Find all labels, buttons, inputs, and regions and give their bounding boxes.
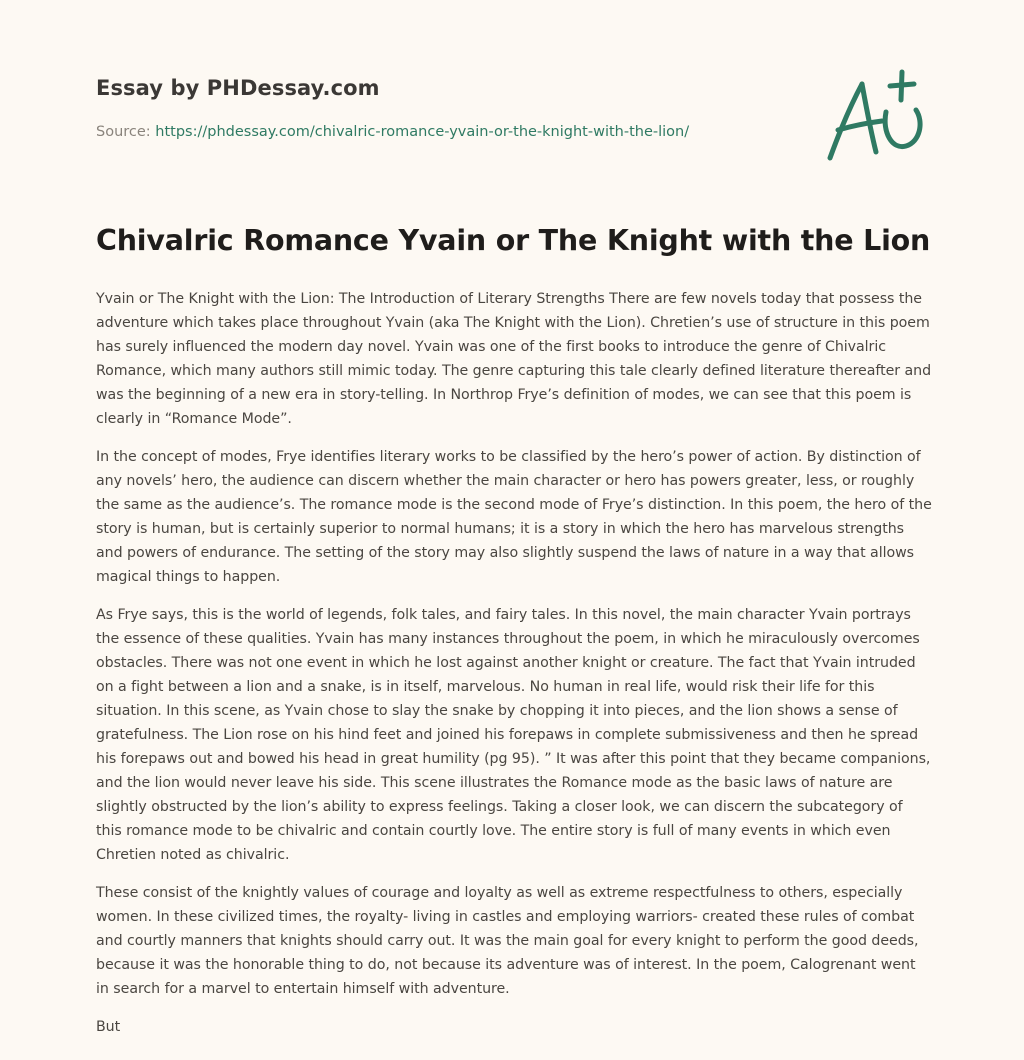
source-line	[96, 124, 689, 140]
a-plus-grade-icon	[820, 66, 930, 166]
source-link[interactable]: https://phdessay.com/chivalric-romance-yvain-or-the-knight-with-the-lion/	[155, 124, 690, 140]
paragraph: In the concept of modes, Frye identifies literary works to be classified by the hero’s power of action. By distinction of any novels’ hero, the audience can discern whether the main character or hero has powers greater, less, or roughly the same as the audience’s. The romance mode is the second mode of Frye’s distinction. In this poem, the hero of the story is human, but is certainly superior to normal humans; it is a story in which the hero has marvelous strengths and powers of endurance. The setting of the story may also slightly suspend the laws of nature in a way that allows magical things to happen.	[96, 449, 932, 585]
essay-body	[96, 287, 932, 1053]
site-brand: Essay by PHDessay.com	[96, 76, 380, 100]
paragraph: But	[96, 1019, 121, 1035]
page-title: Chivalric Romance Yvain or The Knight with the Lion	[96, 224, 931, 257]
paragraph: As Frye says, this is the world of legends, folk tales, and fairy tales. In this novel, the main character Yvain portrays the essence of these qualities. Yvain has many instances throughout the poem, in which he miraculously overcomes obstacles. There was not one event in which he lost against another knight or creature. The fact that Yvain intruded on a fight between a lion and a snake, is in itself, marvelous. No human in real life, would risk their life for this situation. In this scene, as Yvain chose to slay the snake by chopping it into pieces, and the lion shows a sense of gratefulness. The Lion rose on his hind feet and joined his forepaws in complete submissiveness and then he spread his forepaws out and bowed his head in great humility (pg 95). ” It was after this point that they became companions, and the lion would never leave his side. This scene illustrates the Romance mode as the basic laws of nature are slightly obstructed by the lion’s ability to express feelings. Taking a closer look, we can discern the subcategory of this romance mode to be chivalric and contain courtly love. The entire story is full of many events in which even Chretien noted as chivalric.	[96, 607, 931, 863]
paragraph: These consist of the knightly values of courage and loyalty as well as extreme respectfulness to others, especially women. In these civilized times, the royalty- living in castles and employing warriors- created these rules of combat and courtly manners that knights should carry out. It was the main goal for every knight to perform the good deeds, because it was the honorable thing to do, not because its adventure was of interest. In the poem, Calogrenant went in search for a marvel to entertain himself with adventure.	[96, 885, 919, 997]
paragraph: Yvain or The Knight with the Lion: The Introduction of Literary Strengths There are few novels today that possess the adventure which takes place throughout Yvain (aka The Knight with the Lion). Chretien’s use of structure in this poem has surely influenced the modern day novel. Yvain was one of the first books to introduce the genre of Chivalric Romance, which many authors still mimic today. The genre capturing this tale clearly defined literature thereafter and was the beginning of a new era in story-telling. In Northrop Frye’s definition of modes, we can see that this poem is clearly in “Romance Mode”.	[96, 291, 932, 427]
source-label: Source:	[96, 124, 156, 140]
